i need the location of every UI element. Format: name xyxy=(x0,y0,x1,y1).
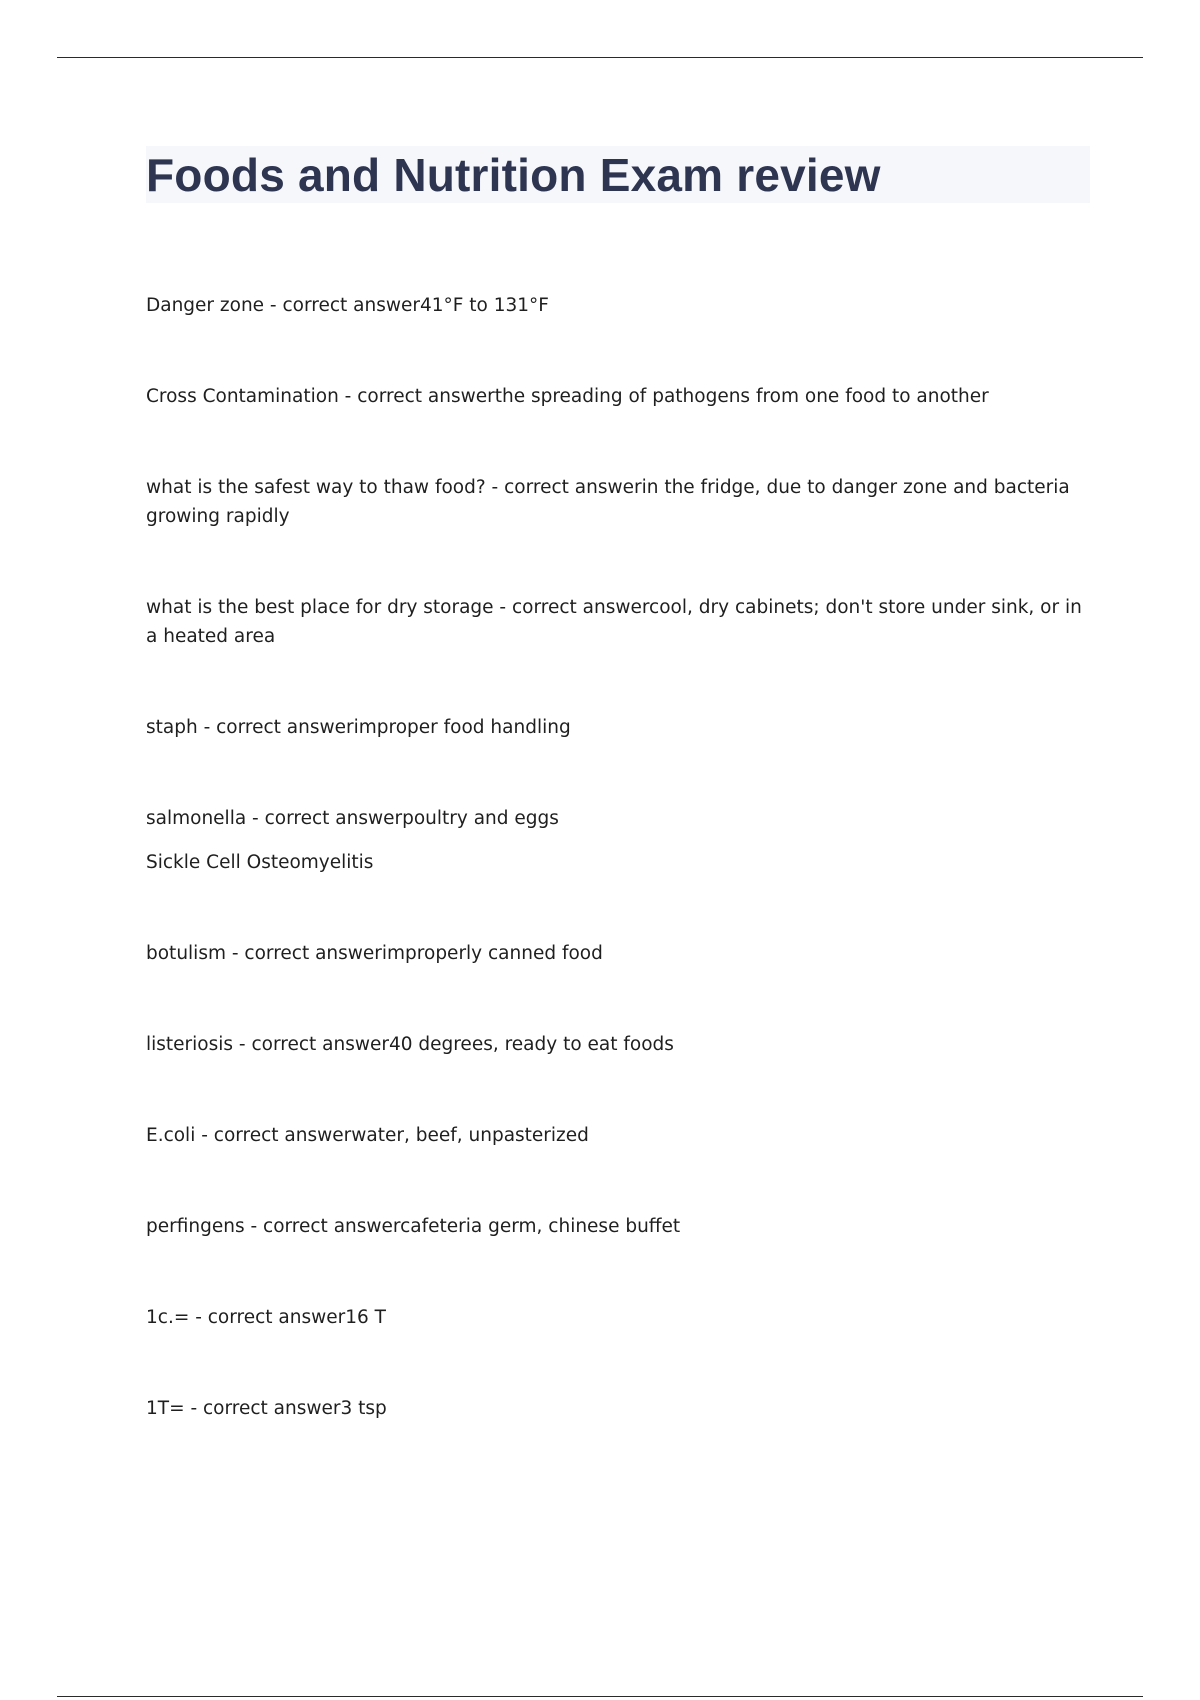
qa-entry-botulism: botulism - correct answerimproperly canned food xyxy=(146,943,603,964)
bottom-rule xyxy=(57,1696,1143,1697)
qa-entry-listeriosis: listeriosis - correct answer40 degrees, ready to eat foods xyxy=(146,1034,674,1055)
qa-entry-tablespoon-conversion: 1T= - correct answer3 tsp xyxy=(146,1398,387,1419)
qa-entry-sickle-cell: Sickle Cell Osteomyelitis xyxy=(146,852,374,873)
top-rule xyxy=(57,57,1143,58)
qa-entry-salmonella: salmonella - correct answerpoultry and eggs xyxy=(146,808,559,829)
qa-entry-dry-storage: what is the best place for dry storage - correct answercool, dry cabinets; don't store under sink, or in a heated area xyxy=(146,597,1082,647)
qa-entry-danger-zone: Danger zone - correct answer41°F to 131°F xyxy=(146,295,549,316)
qa-entry-perfingens: perfingens - correct answercafeteria germ, chinese buffet xyxy=(146,1216,681,1237)
qa-entry-ecoli: E.coli - correct answerwater, beef, unpasterized xyxy=(146,1125,589,1146)
qa-entry-thaw-food: what is the safest way to thaw food? - correct answerin the fridge, due to danger zone and bacteria growing rapidly xyxy=(146,477,1070,527)
qa-entry-cup-conversion: 1c.= - correct answer16 T xyxy=(146,1307,386,1328)
page-title: Foods and Nutrition Exam review xyxy=(146,148,881,201)
qa-entry-staph: staph - correct answerimproper food handling xyxy=(146,717,571,738)
title-band xyxy=(146,146,1090,203)
qa-entry-cross-contamination: Cross Contamination - correct answerthe spreading of pathogens from one food to another xyxy=(146,386,989,407)
